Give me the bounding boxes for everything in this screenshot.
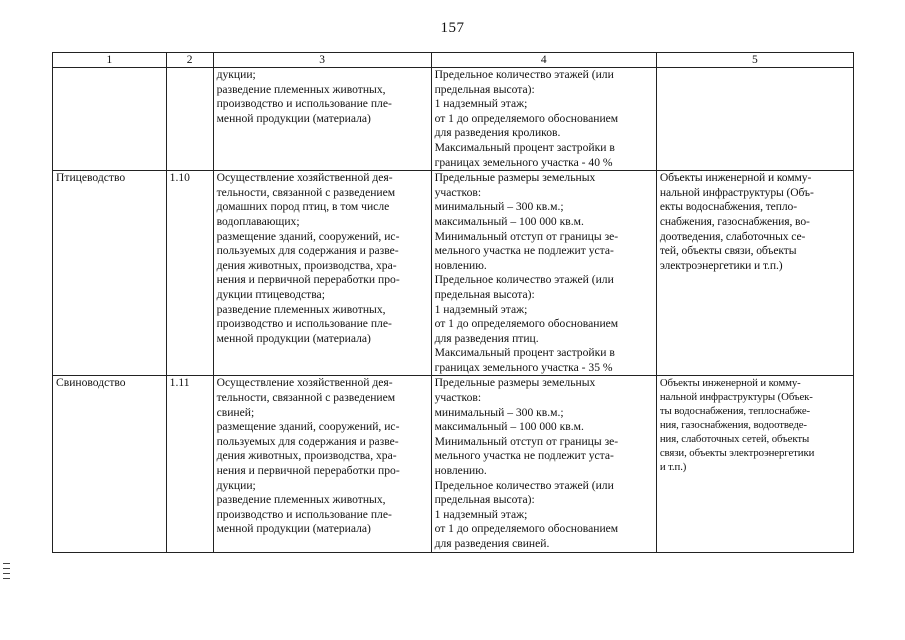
column-number-3: 3 [213, 53, 431, 68]
land-use-table [52, 52, 854, 553]
parameters-line: участков: [434, 391, 482, 405]
description-line: домашних пород птиц, в том числе [216, 200, 390, 214]
objects-line: нальной инфраструктуры (Объек- [659, 391, 813, 404]
row-parameters-cell [431, 171, 656, 376]
table-row [53, 376, 854, 552]
objects-line: Объекты инженерной и комму- [659, 377, 801, 390]
column-number-2: 2 [166, 53, 213, 68]
description-line: тельности, связанной с разведением [216, 185, 396, 199]
description-line: разведение племенных животных, [216, 493, 386, 507]
row-name-cell [53, 68, 167, 171]
description-line: нения и первичной переработки про- [216, 273, 400, 287]
row-parameters-cell [431, 68, 656, 171]
parameters-line: 1 надземный этаж; [434, 302, 528, 316]
column-number-1: 1 [53, 53, 167, 68]
parameters-line: новлению. [434, 258, 487, 272]
objects-line: и т.п.) [659, 461, 687, 474]
use-type-code: 1.10 [169, 171, 190, 185]
description-line: дения животных, производства, хра- [216, 449, 397, 463]
parameters-line: минимальный – 300 кв.м.; [434, 405, 564, 419]
description-line: разведение племенных животных, [216, 82, 386, 96]
use-type-name: Свиноводство [56, 376, 126, 390]
objects-line: связи, объекты электроэнергетики [659, 447, 815, 460]
description-line: размещение зданий, сооружений, ис- [216, 420, 400, 434]
row-code-cell [166, 68, 213, 171]
parameters-line: Предельное количество этажей (или [434, 68, 614, 81]
row-objects-cell [656, 376, 853, 552]
column-number-5: 5 [656, 53, 853, 68]
objects-line: нальной инфраструктуры (Объ- [659, 185, 814, 199]
description-line: размещение зданий, сооружений, ис- [216, 229, 400, 243]
parameters-line: границах земельного участка - 35 % [434, 360, 613, 374]
row-name-cell [53, 171, 167, 376]
use-type-code: 1.11 [169, 376, 190, 390]
description-line: дукции птицеводства; [216, 287, 325, 301]
parameters-line: Предельные размеры земельных [434, 376, 596, 390]
table-row [53, 68, 854, 171]
parameters-line: Минимальный отступ от границы зе- [434, 434, 619, 448]
parameters-line: Предельное количество этажей (или [434, 478, 614, 492]
objects-line: доотведения, слаботочных се- [659, 229, 806, 243]
parameters-line: для разведения птиц. [434, 331, 539, 345]
parameters-line: для разведения свиней. [434, 537, 550, 550]
row-name-cell [53, 376, 167, 552]
parameters-line: мельного участка не подлежит уста- [434, 449, 614, 463]
use-type-name: Птицеводство [56, 171, 126, 185]
page-number: 157 [440, 20, 465, 36]
description-line: свиней; [216, 405, 255, 419]
row-description-cell [213, 376, 431, 552]
row-description-cell [213, 171, 431, 376]
description-line: пользуемых для содержания и разве- [216, 244, 399, 258]
description-line: менной продукции (материала) [216, 331, 371, 345]
description-line: водоплавающих; [216, 214, 300, 228]
objects-line: электроэнергетики и т.п.) [659, 258, 783, 272]
parameters-line: предельная высота): [434, 287, 535, 301]
description-line: дукции; [216, 478, 256, 492]
row-objects-cell [656, 171, 853, 376]
parameters-line: для разведения кроликов. [434, 126, 561, 140]
parameters-line: максимальный – 100 000 кв.м. [434, 214, 584, 228]
parameters-line: предельная высота): [434, 82, 535, 96]
table-header-row [53, 53, 854, 68]
row-description-cell [213, 68, 431, 171]
row-code-cell [166, 376, 213, 552]
parameters-line: Предельное количество этажей (или [434, 273, 614, 287]
parameters-line: Минимальный отступ от границы зе- [434, 229, 619, 243]
description-line: Осуществление хозяйственной дея- [216, 376, 393, 390]
parameters-line: границах земельного участка - 40 % [434, 155, 613, 169]
description-line: дения животных, производства, хра- [216, 258, 397, 272]
column-number-4: 4 [431, 53, 656, 68]
parameters-line: новлению. [434, 464, 487, 478]
objects-line: ния, газоснабжения, водоотведе- [659, 419, 807, 432]
description-line: Осуществление хозяйственной дея- [216, 171, 393, 185]
parameters-line: участков: [434, 185, 482, 199]
parameters-line: мельного участка не подлежит уста- [434, 244, 614, 258]
parameters-line: минимальный – 300 кв.м.; [434, 200, 564, 214]
objects-line: ты водоснабжения, теплоснабже- [659, 405, 811, 418]
objects-line: екты водоснабжения, тепло- [659, 200, 797, 214]
description-line: производство и использование пле- [216, 317, 392, 331]
parameters-line: от 1 до определяемого обоснованием [434, 111, 619, 125]
objects-line: ния, слаботочных сетей, объекты [659, 433, 810, 446]
parameters-line: Максимальный процент застройки в [434, 140, 615, 154]
description-line: производство и использование пле- [216, 97, 392, 111]
parameters-line: 1 надземный этаж; [434, 507, 528, 521]
parameters-line: от 1 до определяемого обоснованием [434, 317, 619, 331]
description-line: тельности, связанной с разведением [216, 391, 396, 405]
table-row [53, 171, 854, 376]
row-objects-cell [656, 68, 853, 171]
row-parameters-cell [431, 376, 656, 552]
description-line: менной продукции (материала) [216, 522, 371, 536]
description-line: дукции; [216, 68, 256, 81]
description-line: пользуемых для содержания и разве- [216, 434, 399, 448]
parameters-line: от 1 до определяемого обоснованием [434, 522, 619, 536]
objects-line: тей, объекты связи, объекты [659, 244, 797, 258]
margin-marks [3, 563, 11, 583]
parameters-line: Предельные размеры земельных [434, 171, 596, 185]
description-line: менной продукции (материала) [216, 111, 371, 125]
description-line: производство и использование пле- [216, 507, 392, 521]
parameters-line: предельная высота): [434, 493, 535, 507]
description-line: разведение племенных животных, [216, 302, 386, 316]
objects-line: Объекты инженерной и комму- [659, 171, 812, 185]
description-line: нения и первичной переработки про- [216, 464, 400, 478]
parameters-line: 1 надземный этаж; [434, 97, 528, 111]
objects-line: снабжения, газоснабжения, во- [659, 214, 810, 228]
parameters-line: Максимальный процент застройки в [434, 346, 615, 360]
parameters-line: максимальный – 100 000 кв.м. [434, 420, 584, 434]
row-code-cell [166, 171, 213, 376]
